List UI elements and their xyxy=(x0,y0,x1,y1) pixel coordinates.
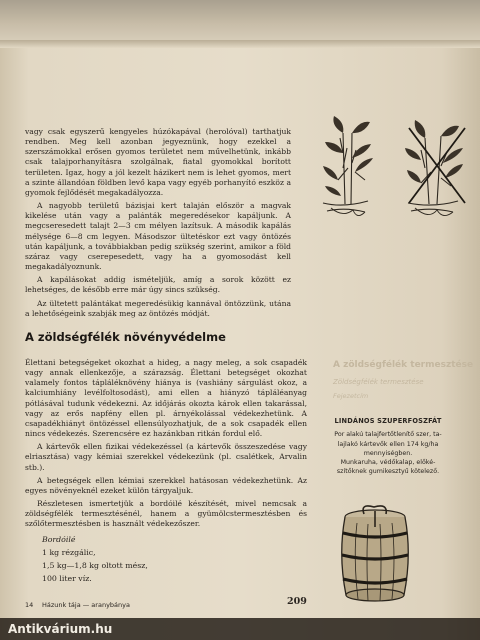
recipe-item: 1,5 kg—1,8 kg oltott mész, xyxy=(42,561,148,570)
sidebar-line: szítőknek gumikesztyű kötelező. xyxy=(336,468,440,476)
sidebar-line: mennyiségben. xyxy=(363,449,413,457)
section-heading: A zöldségfélék növényvédelme xyxy=(25,330,226,344)
sidebar-line: lajlakó kártevők ellen 174 kg/ha xyxy=(337,440,439,448)
lower-text-column xyxy=(25,358,307,530)
page-footer xyxy=(25,601,325,611)
page-edge xyxy=(0,40,480,48)
paragraph: A betegségek ellen kémiai szerekkel hatásosan védekezhetünk. Az egyes növényeknél ezeket külön tárgyaljuk. xyxy=(25,475,307,495)
page-top-shadow xyxy=(0,0,480,40)
page-number: 209 xyxy=(287,596,307,607)
sidebar-title: LINDÁNOS SZUPERFOSZFÁT xyxy=(334,417,442,425)
ghost-line: Fejezetcím xyxy=(333,392,369,400)
upper-text-column xyxy=(25,127,291,319)
footer-page-number: 14 xyxy=(25,601,34,609)
watermark: Antikvárium.hu xyxy=(0,618,480,640)
barrel-illustration xyxy=(330,505,420,605)
recipe-item: 1 kg rézgálic, xyxy=(42,548,96,557)
paragraph: Élettani betegségeket okozhat a hideg, a nagy meleg, a sok csapadék vagy annak ellenkezője, a szárazság. Élettani betegséget okozhat valamely fontos tápláléknövény hiánya is (vashiány sárgulást okoz, a kalciumhiány levélfoltosodást), ami ellen a hiányzó tápláléanyag pótlásával tudunk védekezni. Az időjárás okozta károk ellen takarással, vagy az erős napfény ellen pl. árnyékolással védekezhetünk. A csapadékhiányt öntözéssel ellensúlyozhatjuk, de a sok csapadék ellen nincs védekezés. Szerencsére ez hazánkban ritkán fordul elő. xyxy=(25,358,307,439)
paragraph: vagy csak egyszerű kengyeles húzókapával (herolóval) tarthatjuk rendben. Meg kell azonban jegyeznünk, hogy ezekkel a szerszámokkal erősen gyomos területet nem művelhetünk, inkább csak talajporhanyításra szolgálnak, fiatal gyomokkal borított területen. Igaz, hogy a jól kezelt házikert nem is lehet gyomos, mert a szinte állandóan földben levő kapa vagy egyéb porhanyító eszköz a gyomok fejlődését megakadályozza. xyxy=(25,127,291,197)
paragraph: A kapálásokat addig ismételjük, amíg a sorok között ez lehetséges, de később erre már úgy sincs szükség. xyxy=(25,275,291,295)
plant-illustration xyxy=(313,108,473,228)
paragraph: Az ültetett palántákat megeredésükig kannával öntözzünk, utána a lehetőségeink szabják meg az öntözés módját. xyxy=(25,298,291,318)
paragraph: A kártevők ellen fizikai védekezéssel (a kártevők összeszedése vagy elriasztása) vagy kémiai szerekkel védekezünk (pl. csalétkek, Arvalin stb.). xyxy=(25,442,307,472)
sidebar-note xyxy=(318,417,458,477)
paragraph: Részletesen ismertetjük a bordóilé készítését, mivel nemcsak a zöldségfélék termesztésénél, hanem a gyümölcstermesztésben és szőlőtermesztésben is használt védekezőszer. xyxy=(25,499,307,529)
sidebar-line: Por alakú talajfertőtlenítő szer, ta- xyxy=(334,431,442,439)
recipe-title: Bordóilé xyxy=(42,535,76,544)
paragraph: A nagyobb területű bázisjai kert talaján először a magvak kikelése után vagy a palánták megeredésekor kapáljunk. A megcseresedett talajt 2—3 cm mélyen lazítsuk. A második kapálás mélysége 6—8 cm legyen. Másodszor ültetéskor ezt vagy öntözés után kapáljunk, a továbbiakban pedig szükség szerint, amikor a föld száraz vagy cserepesedett, vagy ha a gyomosodást kell megakadályoznunk. xyxy=(25,201,291,272)
footer-running-title: Házunk tája — aranybánya xyxy=(42,601,130,609)
show-through-text xyxy=(333,360,474,400)
ghost-line: A zöldségfélék termesztése xyxy=(333,360,474,370)
ghost-line: Zöldségfélék termesztése xyxy=(333,378,424,386)
recipe-item: 100 liter víz. xyxy=(42,574,92,583)
recipe-list xyxy=(42,533,148,585)
sidebar-line: Munkaruha, védőkalap, előké- xyxy=(340,459,436,467)
